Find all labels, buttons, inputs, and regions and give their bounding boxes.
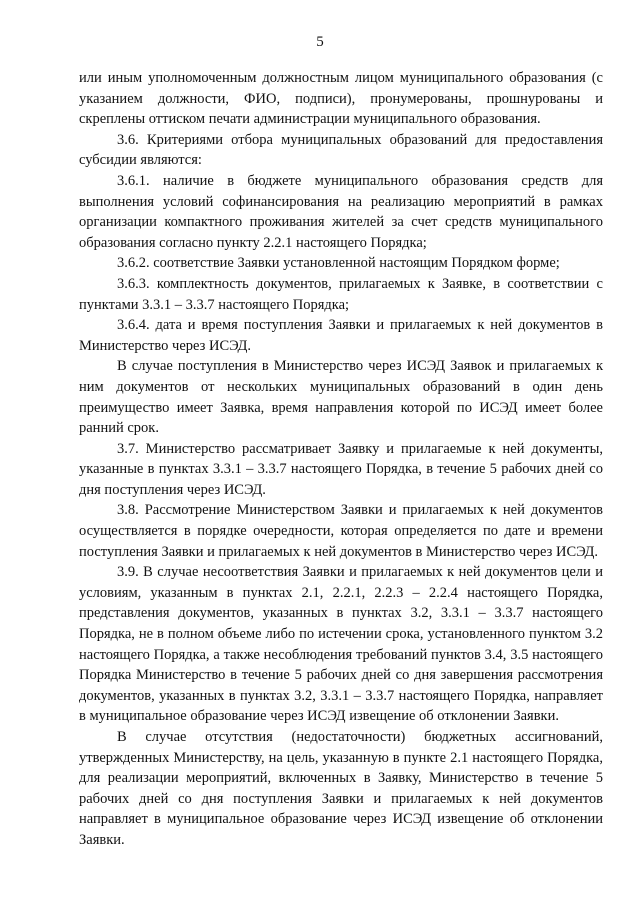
paragraph-3-6-4: 3.6.4. дата и время поступления Заявки и прилагаемых к ней документов в Министерство через ИСЭД. bbox=[79, 317, 603, 354]
paragraph-continuation: или иным уполномоченным должностным лицом муниципального образования (с указанием должности, ФИО, подписи), пронумерованы, прошнурованы и скреплены оттиском печати администрации муниципального образования. bbox=[79, 70, 603, 128]
paragraph-same-day-priority: В случае поступления в Министерство через ИСЭД Заявок и прилагаемых к ним документов от нескольких муниципальных образований в один день преимущество имеет Заявка, время направления которой по ИСЭД имеет более ранний срок. bbox=[79, 358, 603, 437]
paragraph-3-6-1: 3.6.1. наличие в бюджете муниципального образования средств для выполнения условий софинансирования на реализацию мероприятий в рамках организации компактного проживания жителей за счет средств муниципального образования согласно пункту 2.2.1 настоящего Порядка; bbox=[79, 172, 603, 251]
paragraph-3-8: 3.8. Рассмотрение Министерством Заявки и прилагаемых к ней документов осуществляется в порядке очередности, которая определяется по дате и времени поступления Заявки и прилагаемых к ней документов в Министерство через ИСЭД. bbox=[79, 502, 603, 560]
paragraph-3-6-3: 3.6.3. комплектность документов, прилагаемых к Заявке, в соответствии с пунктами 3.3.1 – 3.3.7 настоящего Порядка; bbox=[79, 275, 603, 313]
document-body bbox=[79, 68, 603, 851]
paragraph-budget-shortage: В случае отсутствия (недостаточности) бюджетных ассигнований, утвержденных Министерству, на цель, указанную в пункте 2.1 настоящего Порядка, для реализации мероприятий, включенных в Заявку, Министерство в течение 5 рабочих дней со дня поступления Заявки и прилагаемых к ней документов направляет в муниципальное образование через ИСЭД извещение об отклонении Заявки. bbox=[79, 729, 603, 848]
paragraph-3-6-2: 3.6.2. соответствие Заявки установленной настоящим Порядком форме; bbox=[117, 255, 560, 272]
paragraph-3-9: 3.9. В случае несоответствия Заявки и прилагаемых к ней документов цели и условиям, указанным в пунктах 2.1, 2.2.1, 2.2.3 – 2.2.4 настоящего Порядка, представления документов, указанных в пунктах 3.2, 3.3.1 – 3.3.7 настоящего Порядка, не в полном объеме либо по истечении срока, установленного пунктом 3.2 настоящего Порядка, а также несоблюдения требований пунктов 3.4, 3.5 настоящего Порядка Министерство в течение 5 рабочих дней со дня завершения рассмотрения документов, указанных в пунктах 3.2, 3.3.1 – 3.3.7 настоящего Порядка, направляет в муниципальное образование через ИСЭД извещение об отклонении Заявки. bbox=[79, 564, 603, 725]
paragraph-3-7: 3.7. Министерство рассматривает Заявку и прилагаемые к ней документы, указанные в пунктах 3.3.1 – 3.3.7 настоящего Порядка, в течение 5 рабочих дней со дня поступления через ИСЭД. bbox=[79, 440, 603, 498]
paragraph-3-6: 3.6. Критериями отбора муниципальных образований для предоставления субсидии являются: bbox=[79, 131, 603, 169]
page-number: 5 bbox=[316, 34, 324, 50]
